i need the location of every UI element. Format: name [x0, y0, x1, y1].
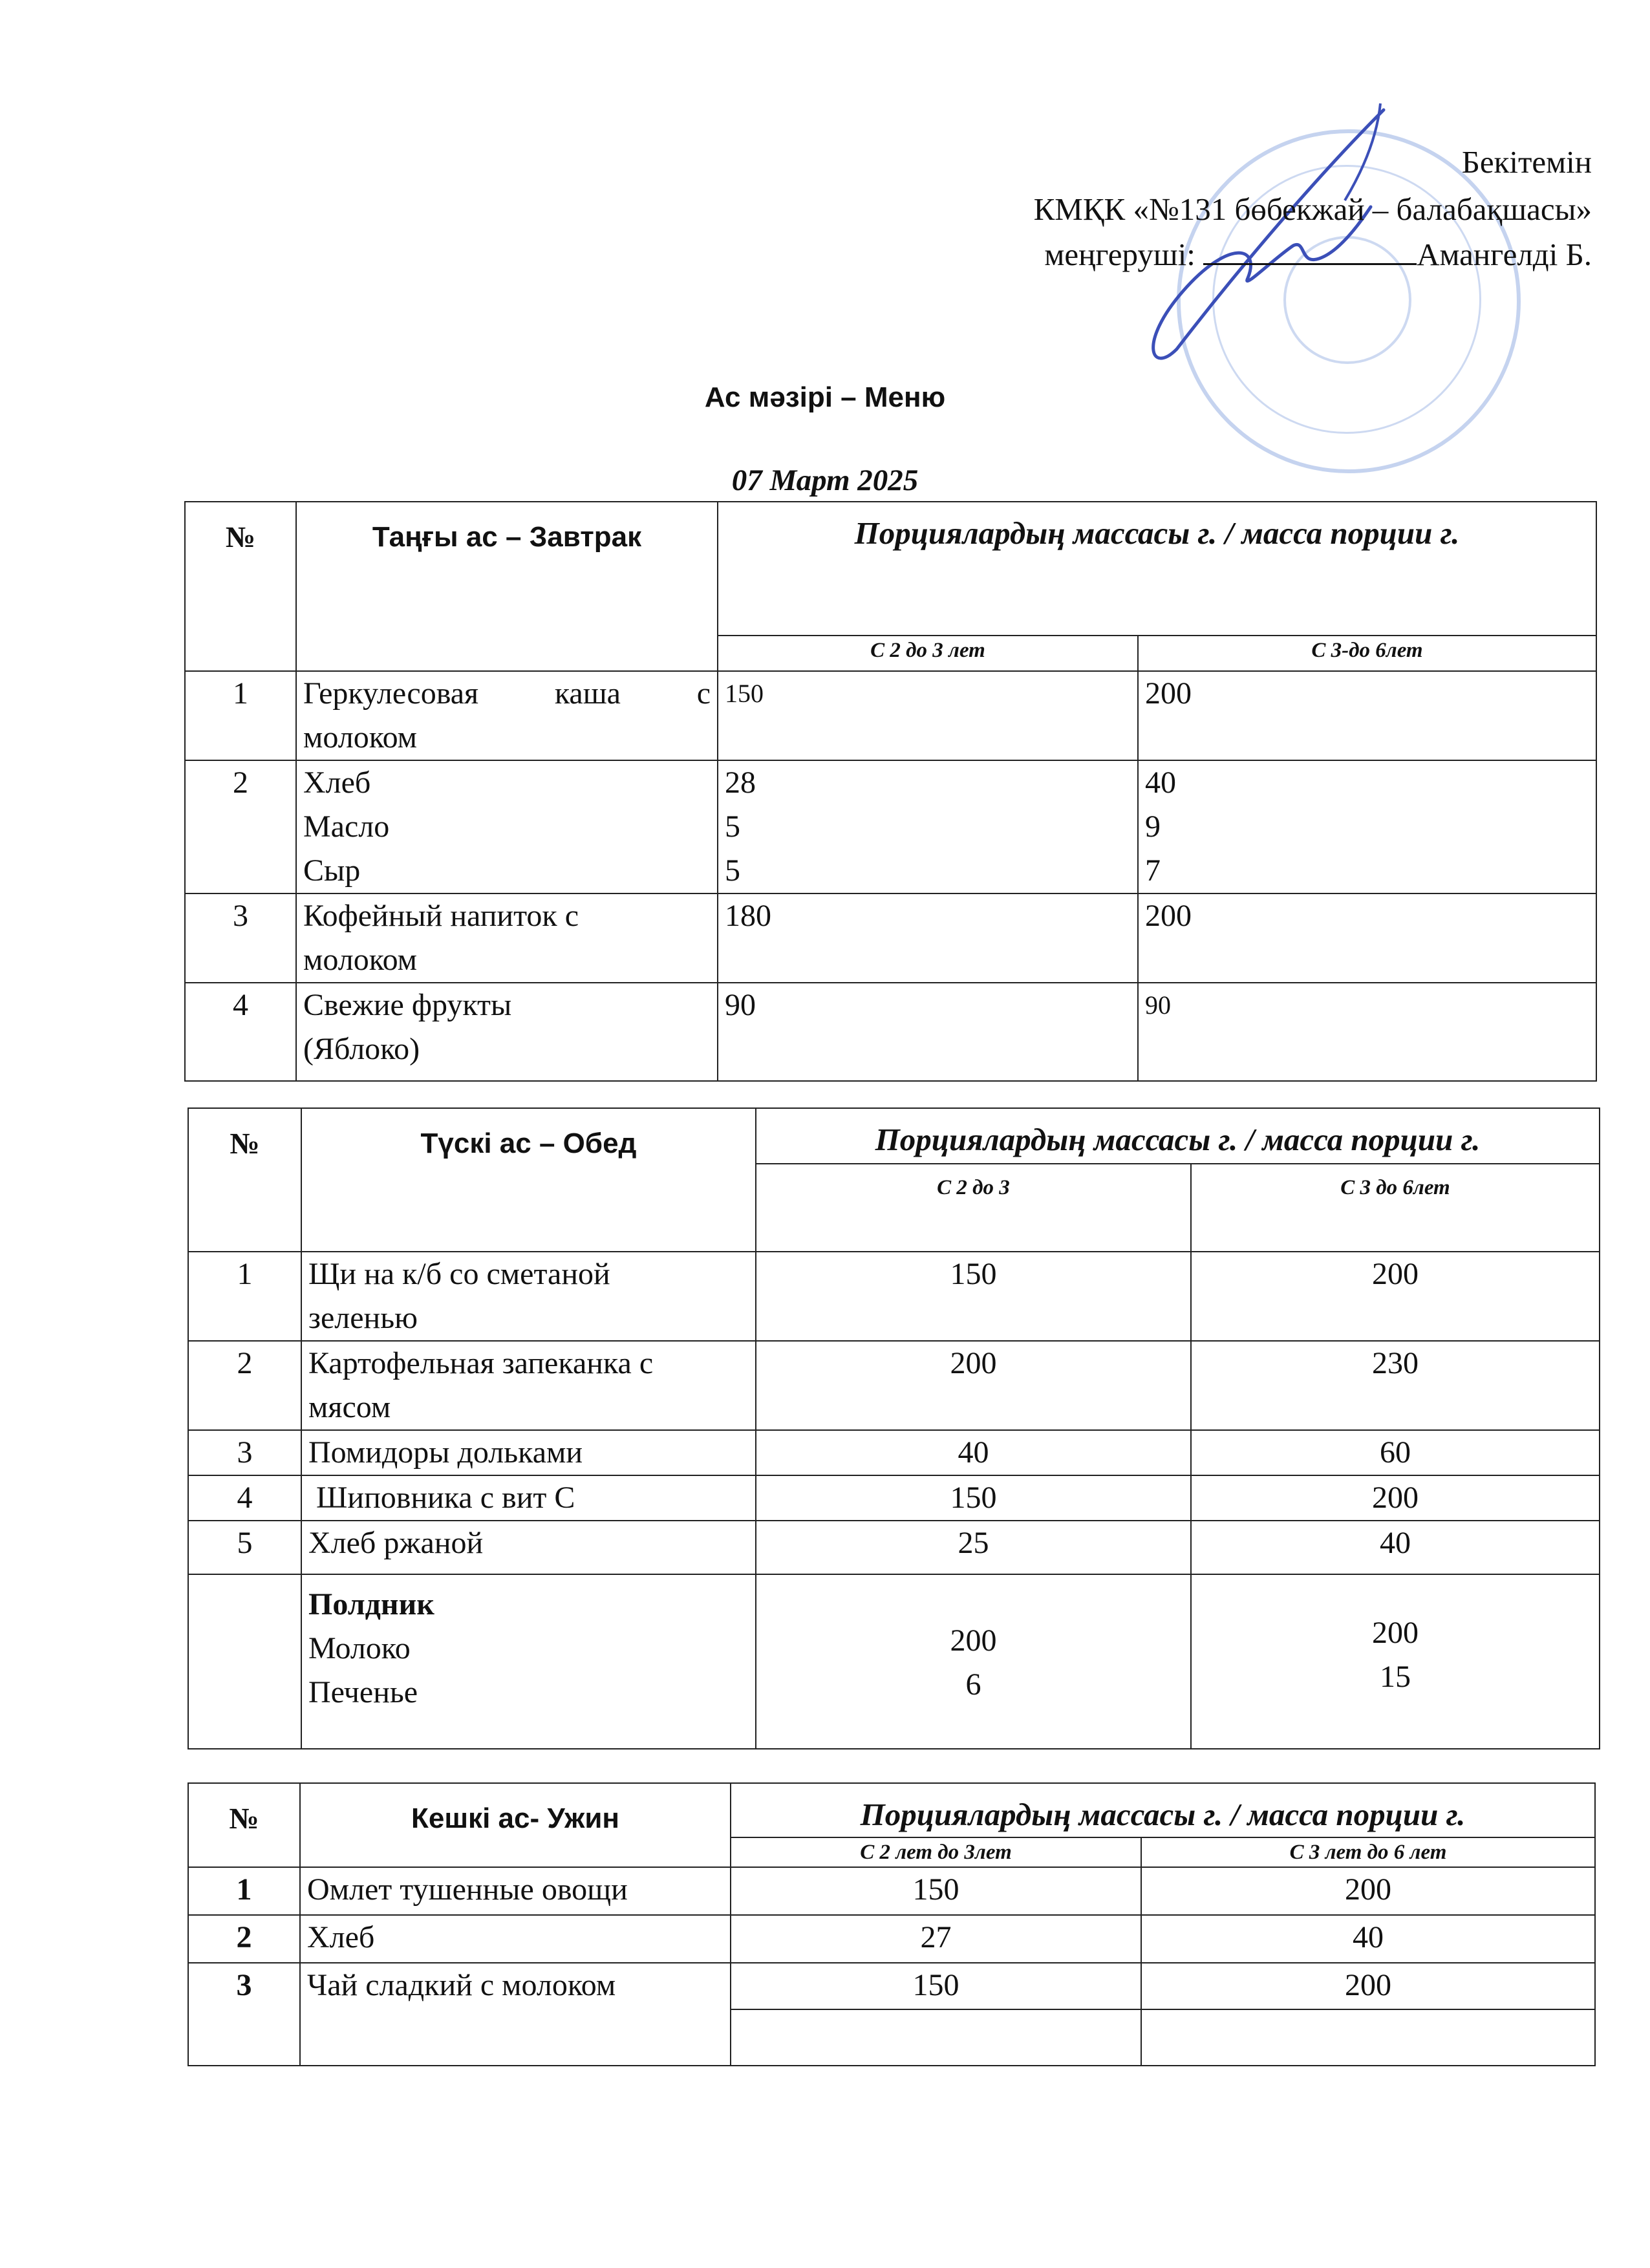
portion-2-3: 27: [731, 1915, 1141, 1963]
signatory-name: Амангелді Б.: [1417, 237, 1592, 272]
dish-line: зеленью: [308, 1301, 418, 1335]
row-number: 5: [188, 1521, 301, 1574]
dish-name: [301, 1341, 756, 1430]
row-number-empty: [188, 1574, 301, 1749]
portion-2-3: 150: [756, 1252, 1191, 1341]
row-number: 4: [185, 983, 296, 1081]
table-row: [188, 1867, 1595, 1915]
row-number: 3: [185, 893, 296, 983]
lunch-table: [188, 1107, 1600, 1749]
table-row: [188, 1475, 1600, 1521]
approval-organization: КМҚК «№131 бөбекжай – балабақшасы»: [1033, 191, 1592, 227]
dinner-age2-header: С 3 лет до 6 лет: [1141, 1837, 1595, 1867]
dinner-num-header: №: [188, 1783, 300, 1867]
table-row: [188, 1963, 1595, 2009]
menu-date: 07 Март 2025: [731, 464, 919, 497]
lunch-meal-header: Түскі ас – Обед: [301, 1108, 756, 1252]
empty-cell: [1141, 2009, 1595, 2066]
approval-signatory: [1044, 236, 1592, 273]
table-row: [185, 671, 1596, 760]
portion-3-6: 230: [1191, 1341, 1600, 1430]
snack-title: Полдник: [308, 1587, 434, 1621]
lunch-age2-header: С 3 до 6лет: [1191, 1164, 1600, 1252]
dish-word: с: [696, 676, 711, 711]
breakfast-num-header: №: [185, 502, 296, 671]
portion-3-6: 200: [1191, 1252, 1600, 1341]
portion-value: 7: [1145, 853, 1161, 888]
table-row: [185, 760, 1596, 893]
dish-word: Геркулесовая: [303, 676, 479, 711]
snack-items: [301, 1574, 756, 1749]
portion-2-3: 150: [756, 1475, 1191, 1521]
portion-value: 15: [1380, 1660, 1411, 1694]
table-row: [188, 1915, 1595, 1963]
empty-cell: [731, 2009, 1141, 2066]
portion-2-3: 150: [731, 1963, 1141, 2009]
row-number: 1: [188, 1252, 301, 1341]
portion-2-3: 200: [756, 1341, 1191, 1430]
lunch-num-header: №: [188, 1108, 301, 1252]
dinner-meal-header: Кешкі ас- Ужин: [300, 1783, 731, 1867]
portion-3-6: 200: [1191, 1475, 1600, 1521]
portion-value: 200: [950, 1623, 997, 1658]
portion-value: 28: [725, 765, 756, 800]
row-number: 2: [188, 1915, 300, 1963]
portion-value: 6: [965, 1667, 981, 1702]
signature-icon: [1125, 97, 1397, 369]
dish-name: Омлет тушенные овощи: [300, 1867, 731, 1915]
row-number: 2: [185, 760, 296, 893]
dish-name: [296, 893, 718, 983]
dish-name: Хлеб: [300, 1915, 731, 1963]
table-row: [188, 1341, 1600, 1430]
dish-line: мясом: [308, 1390, 391, 1424]
breakfast-age1-header: С 2 до 3 лет: [718, 636, 1138, 671]
portion-3-6: 90: [1138, 983, 1596, 1081]
portion-value: 40: [1145, 765, 1176, 800]
portion-2-3: 25: [756, 1521, 1191, 1574]
dinner-age1-header: С 2 лет до 3лет: [731, 1837, 1141, 1867]
dish-name: Помидоры дольками: [301, 1430, 756, 1475]
dish-line: молоком: [303, 720, 418, 754]
dish-name: Шиповника с вит С: [301, 1475, 756, 1521]
dish-name: Хлеб ржаной: [301, 1521, 756, 1574]
dinner-mass-header: Порциялардың массасы г. / масса порции г.: [731, 1783, 1595, 1837]
breakfast-mass-header: Порциялардың массасы г. / масса порции г.: [718, 502, 1596, 636]
portion-3-6: [1138, 760, 1596, 893]
dish-line: Кофейный напиток с: [303, 899, 579, 933]
table-row: [185, 983, 1596, 1081]
lunch-mass-header: Порциялардың массасы г. / масса порции г.: [756, 1108, 1600, 1164]
dish-line-justified: [303, 672, 711, 716]
portion-value: 9: [1145, 809, 1161, 844]
portion-value: 5: [725, 809, 740, 844]
dish-name: [296, 671, 718, 760]
dish-name: [296, 760, 718, 893]
dish-name: [301, 1252, 756, 1341]
breakfast-table: [184, 501, 1597, 1082]
portion-3-6: 60: [1191, 1430, 1600, 1475]
signature-line: [1203, 237, 1417, 265]
dish-line: Масло: [303, 809, 390, 844]
portion-2-3: [756, 1574, 1191, 1749]
dish-name: [296, 983, 718, 1081]
portion-3-6: 200: [1141, 1867, 1595, 1915]
row-number: 3: [188, 1963, 300, 2066]
portion-2-3: [718, 760, 1138, 893]
portion-2-3: 40: [756, 1430, 1191, 1475]
portion-3-6: 40: [1191, 1521, 1600, 1574]
portion-2-3: 90: [718, 983, 1138, 1081]
dinner-table: [188, 1782, 1596, 2066]
row-number: 4: [188, 1475, 301, 1521]
table-row: [185, 893, 1596, 983]
dish-line: Щи на к/б со сметаной: [308, 1257, 610, 1291]
portion-3-6: 40: [1141, 1915, 1595, 1963]
table-row: [188, 1430, 1600, 1475]
dish-line: Свежие фрукты: [303, 988, 512, 1022]
dish-line: молоком: [303, 943, 418, 977]
portion-3-6: [1191, 1574, 1600, 1749]
row-number: 1: [185, 671, 296, 760]
portion-2-3: 150: [718, 671, 1138, 760]
page-title: Ас мәзірі – Меню: [704, 381, 946, 413]
dish-word: каша: [554, 676, 621, 711]
dish-name: Чай сладкий с молоком: [300, 1963, 731, 2066]
portion-2-3: 180: [718, 893, 1138, 983]
lunch-age1-header: С 2 до 3: [756, 1164, 1191, 1252]
portion-3-6: 200: [1138, 893, 1596, 983]
dish-line: (Яблоко): [303, 1032, 420, 1066]
dish-line: Печенье: [308, 1675, 418, 1709]
breakfast-meal-header: Таңғы ас – Завтрак: [296, 502, 718, 671]
portion-3-6: 200: [1141, 1963, 1595, 2009]
signatory-role: меңгеруші:: [1044, 237, 1195, 272]
row-number: 1: [188, 1867, 300, 1915]
dish-line: Картофельная запеканка с: [308, 1346, 654, 1380]
portion-3-6: 200: [1138, 671, 1596, 760]
dish-line: Хлеб: [303, 765, 371, 800]
snack-row: [188, 1574, 1600, 1749]
row-number: 3: [188, 1430, 301, 1475]
table-row: [188, 1521, 1600, 1574]
portion-value: 200: [1372, 1616, 1419, 1650]
dish-line: Молоко: [308, 1631, 411, 1665]
table-row: [188, 1252, 1600, 1341]
portion-value: 5: [725, 853, 740, 888]
approval-label: Бекітемін: [1461, 144, 1592, 180]
row-number: 2: [188, 1341, 301, 1430]
dish-line: Сыр: [303, 853, 361, 888]
portion-2-3: 150: [731, 1867, 1141, 1915]
breakfast-age2-header: С 3-до 6лет: [1138, 636, 1596, 671]
